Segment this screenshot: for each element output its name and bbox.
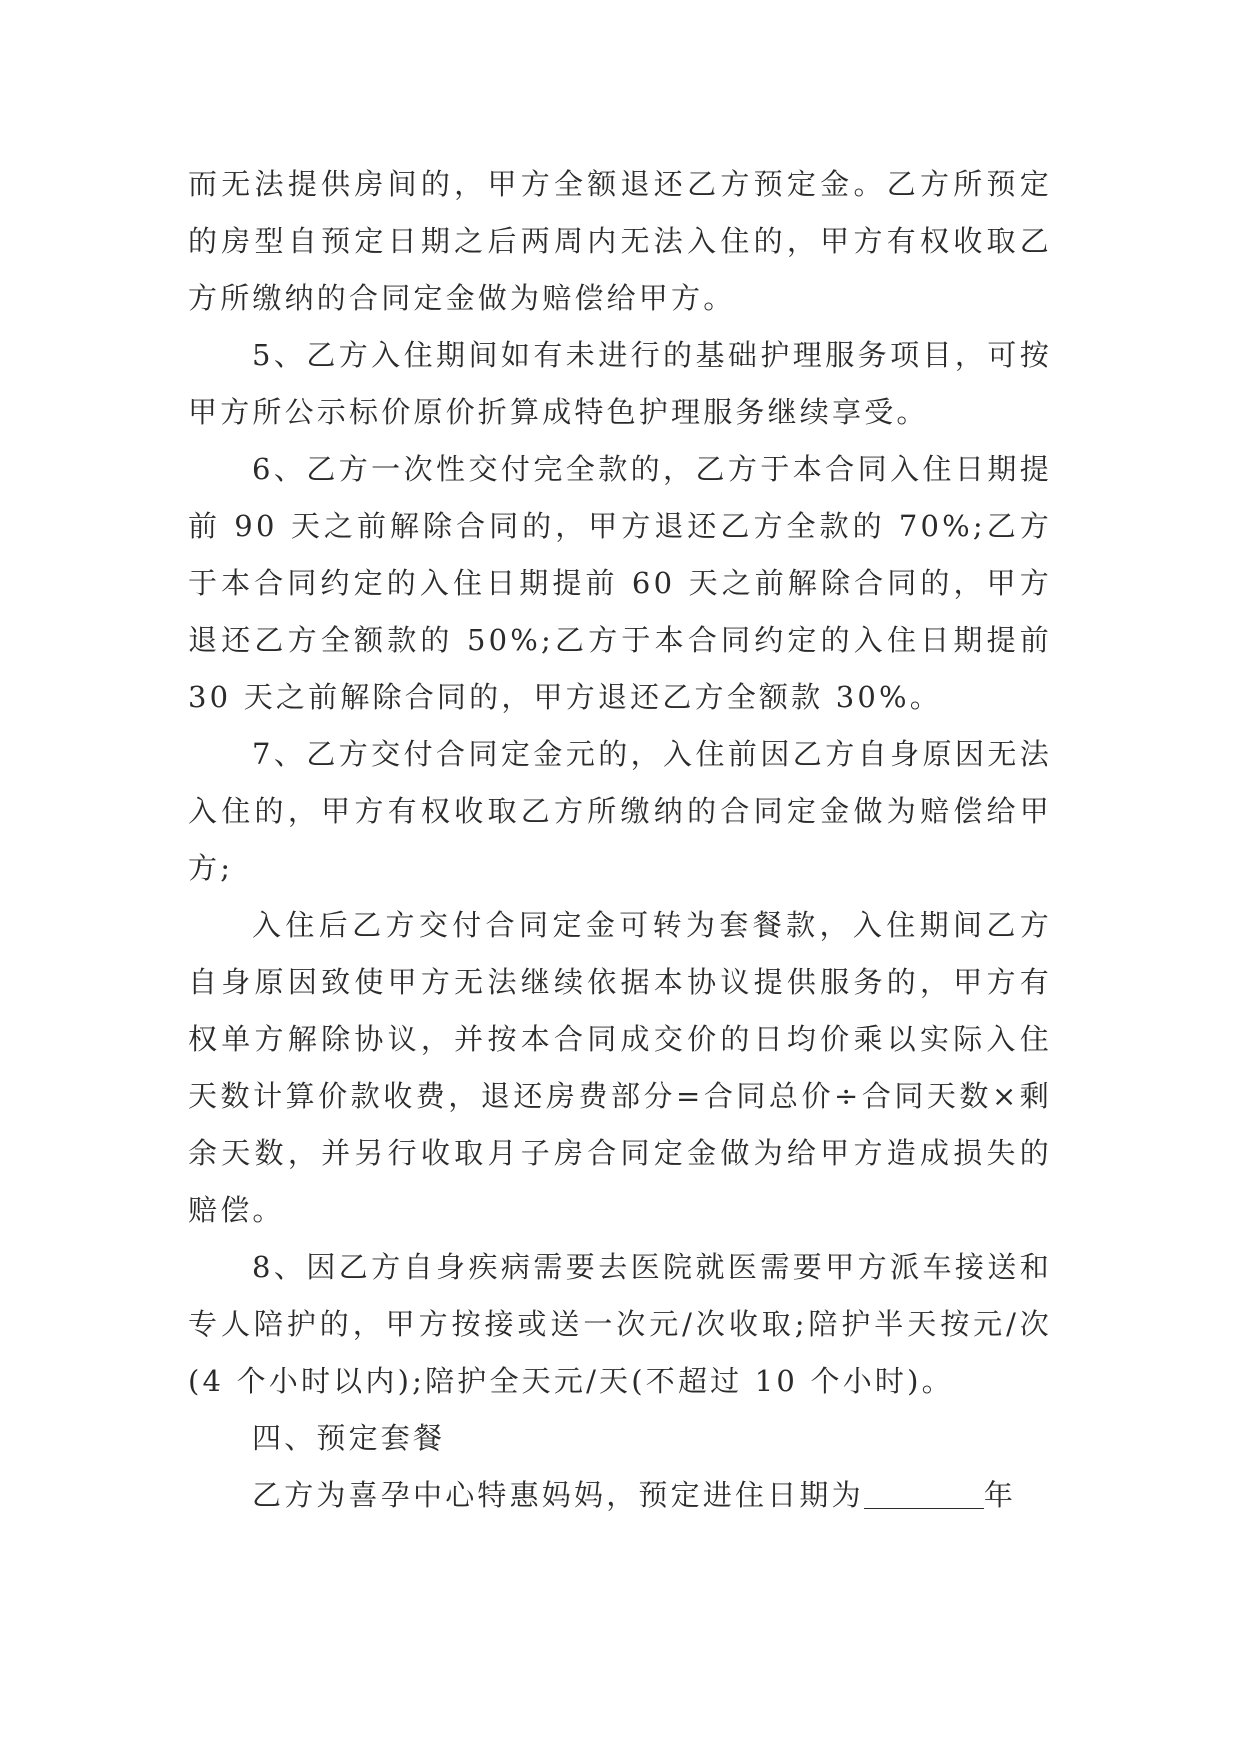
year-label: 年 [983,1478,1017,1512]
paragraph-clause-8: 8、因乙方自身疾病需要去医院就医需要甲方派车接送和专人陪护的，甲方按接或送一次元/次收取;陪护半天按元/次(4 个小时以内);陪护全天元/天(不超过 10 个小时)。 [188,1250,1052,1398]
date-blank-field [864,1478,984,1509]
paragraph-clause-5: 5、乙方入住期间如有未进行的基础护理服务项目，可按甲方所公示标价原价折算成特色护理服务继续享受。 [188,338,1052,429]
paragraph-clause-7: 7、乙方交付合同定金元的，入住前因乙方自身原因无法入住的，甲方有权收取乙方所缴纳的合同定金做为赔偿给甲方; [188,737,1052,885]
section-heading-package: 四、预定套餐 [252,1421,446,1455]
paragraph-reservation-date [188,1467,1052,1524]
paragraph-clause-6: 6、乙方一次性交付完全款的，乙方于本合同入住日期提前 90 天之前解除合同的，甲方退还乙方全款的 70%;乙方于本合同约定的入住日期提前 60 天之前解除合同的，甲方退还乙方全额款的 50%;乙方于本合同约定的入住日期提前 30 天之前解除合同的，甲方退还乙方全额款 30%。 [188,452,1052,714]
paragraph-refund-continuation: 而无法提供房间的，甲方全额退还乙方预定金。乙方所预定的房型自预定日期之后两周内无法入住的，甲方有权收取乙方所缴纳的合同定金做为赔偿给甲方。 [188,167,1052,315]
document-page [188,156,1052,1524]
paragraph-clause-7-detail: 入住后乙方交付合同定金可转为套餐款，入住期间乙方自身原因致使甲方无法继续依据本协议提供服务的，甲方有权单方解除协议，并按本合同成交价的日均价乘以实际入住天数计算价款收费，退还房费部分=合同总价÷合同天数×剩余天数，并另行收取月子房合同定金做为给甲方造成损失的赔偿。 [188,908,1052,1227]
reservation-text: 乙方为喜孕中心特惠妈妈，预定进住日期为 [252,1478,864,1512]
